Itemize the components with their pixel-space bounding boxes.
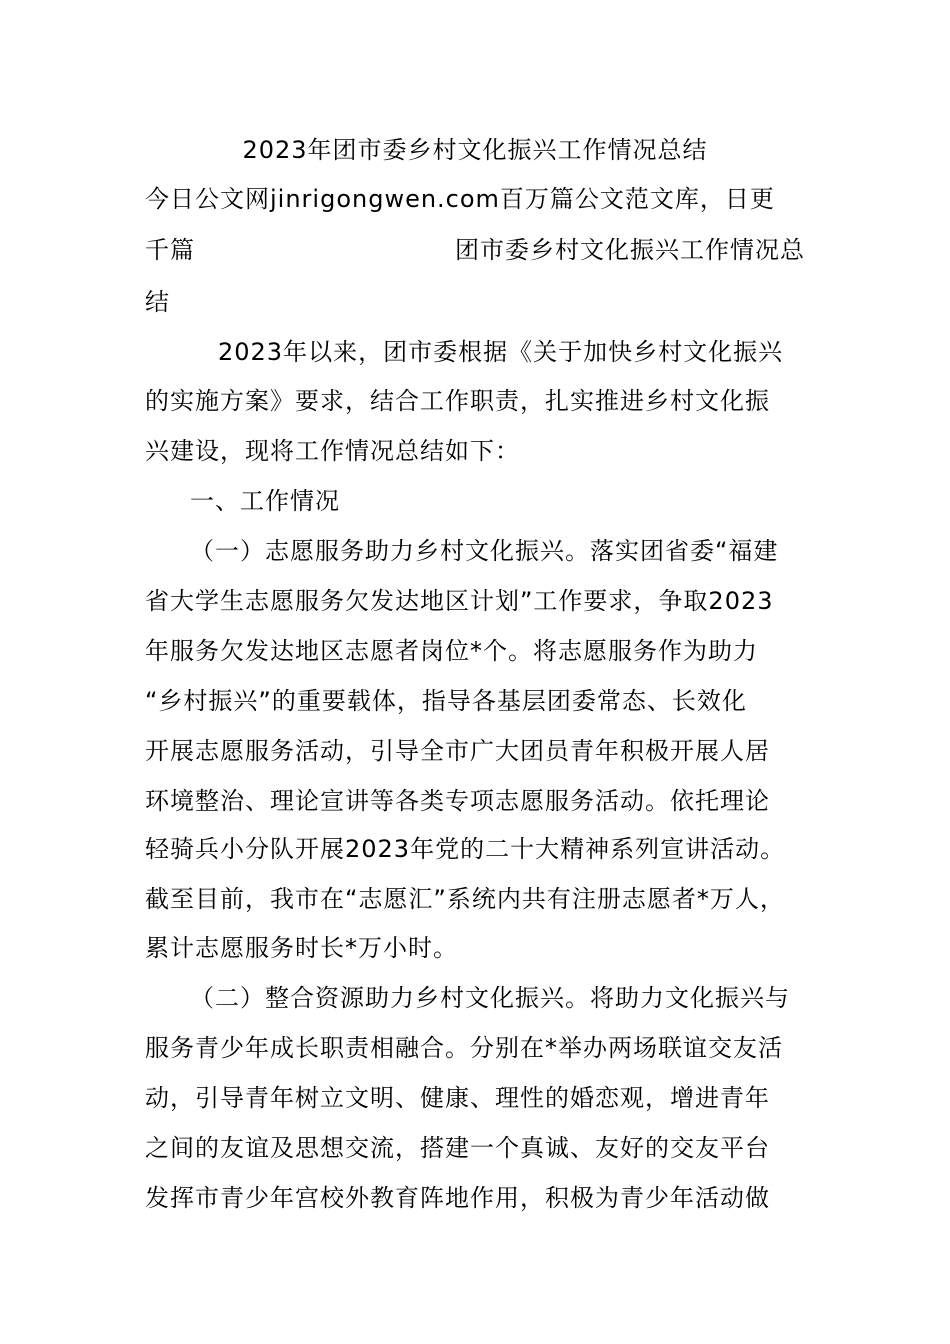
paragraph-line: （一）志愿服务助力乡村文化振兴。落实团省委“福建 [190, 537, 779, 565]
section-heading: 一、工作情况 [190, 487, 340, 515]
paragraph-line: 年服务欠发达地区志愿者岗位*个。将志愿服务作为助力 [145, 637, 758, 665]
paragraph-line: “乡村振兴”的重要载体，指导各基层团委常态、长效化 [145, 687, 747, 715]
paragraph-line: 截至目前，我市在“志愿汇”系统内共有注册志愿者*万人， [145, 885, 785, 913]
paragraph-line: 之间的友谊及思想交流，搭建一个真诚、友好的交友平台 [145, 1134, 770, 1162]
intro-line: 的实施方案》要求，结合工作职责，扎实推进乡村文化振 [145, 387, 770, 415]
header-line: 千篇 [145, 236, 195, 264]
header-line: 团市委乡村文化振兴工作情况总 [455, 236, 805, 264]
paragraph-line: 轻骑兵小分队开展2023年党的二十大精神系列宣讲活动。 [145, 835, 786, 863]
paragraph-line: 环境整治、理论宣讲等各类专项志愿服务活动。依托理论 [145, 787, 770, 815]
document-title: 2023年团市委乡村文化振兴工作情况总结 [242, 136, 708, 164]
paragraph-line: 发挥市青少年宫校外教育阵地作用，积极为青少年活动做 [145, 1184, 770, 1212]
paragraph-line: 累计志愿服务时长*万小时。 [145, 934, 458, 962]
paragraph-line: 开展志愿服务活动，引导全市广大团员青年积极开展人居 [145, 737, 770, 765]
paragraph-line: 动，引导青年树立文明、健康、理性的婚恋观，增进青年 [145, 1084, 770, 1112]
paragraph-line: 省大学生志愿服务欠发达地区计划”工作要求，争取2023 [145, 587, 774, 615]
header-line: 结 [145, 288, 170, 316]
header-line: 今日公文网jinrigongwen.com百万篇公文范文库，日更 [145, 185, 775, 213]
intro-line: 兴建设，现将工作情况总结如下： [145, 437, 520, 465]
header-line-split [145, 234, 805, 266]
paragraph-line: 服务青少年成长职责相融合。分别在*举办两场联谊交友活 [145, 1034, 783, 1062]
intro-line: 2023年以来，团市委根据《关于加快乡村文化振兴 [218, 338, 784, 366]
paragraph-line: （二）整合资源助力乡村文化振兴。将助力文化振兴与 [190, 984, 790, 1012]
